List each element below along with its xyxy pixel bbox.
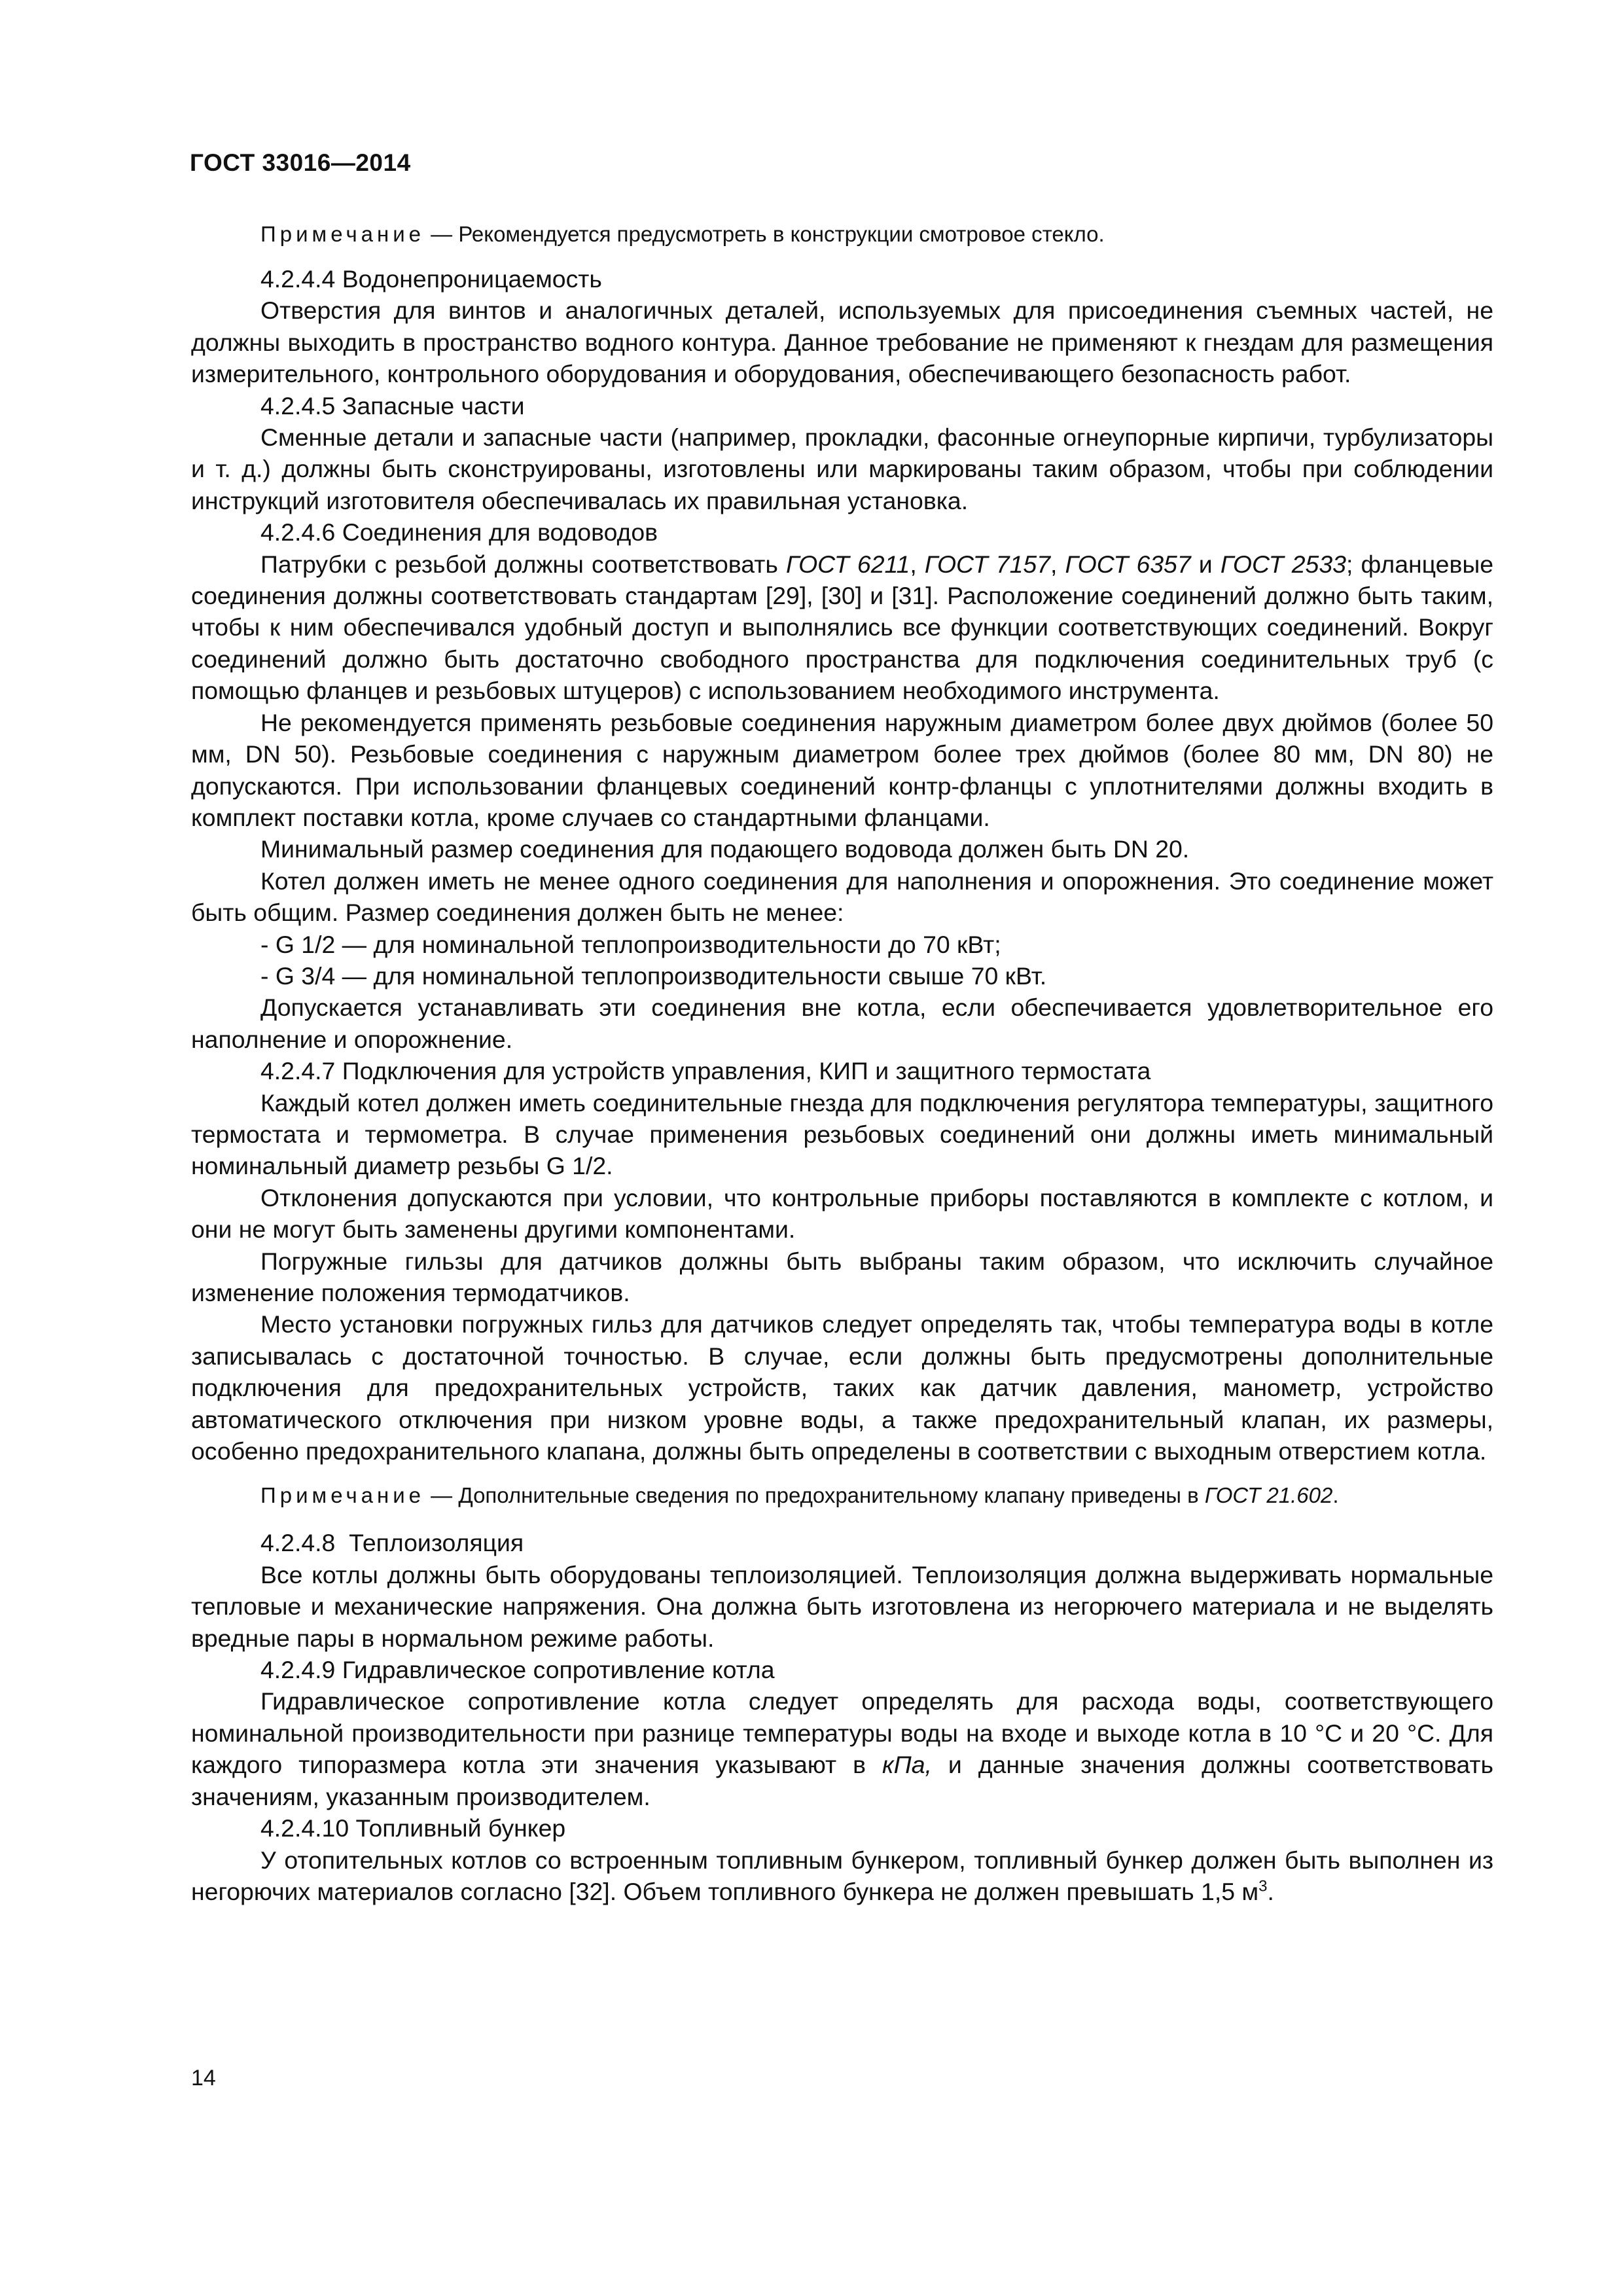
section-heading-4-2-4-4: 4.2.4.4 Водонепроницаемость (260, 265, 602, 293)
document-header: ГОСТ 33016—2014 (190, 149, 411, 176)
standard-reference: ГОСТ 21.602 (1204, 1483, 1333, 1508)
paragraph: Допускается устанавливать эти соединения вне котла, если обеспечивается удовлетворительное его наполнение и опорожнение. (191, 994, 1493, 1053)
paragraph: Каждый котел должен иметь соединительные гнезда для подключения регулятора температуры, защитного термостата и термометра. В случае применения резьбовых соединений они должны иметь минимальный номинальный диаметр резьбы G 1/2. (191, 1088, 1493, 1180)
section-heading-4-2-4-5: 4.2.4.5 Запасные части (260, 391, 525, 420)
note-label: Примечание (260, 1483, 425, 1508)
unit-reference: кПа, (882, 1751, 932, 1779)
section-heading-4-2-4-7: 4.2.4.7 Подключения для устройств управления, КИП и защитного термостата (260, 1057, 1151, 1085)
page-number: 14 (191, 2066, 216, 2090)
standard-reference: ГОСТ 2533 (1220, 550, 1346, 578)
paragraph: Котел должен иметь не менее одного соединения для наполнения и опорожнения. Это соединение может быть общим. Размер соединения должен быть не менее: (191, 867, 1493, 927)
standard-reference: ГОСТ 7157 (924, 550, 1050, 578)
paragraph: Не рекомендуется применять резьбовые соединения наружным диаметром более двух дюймов (более 50 мм, DN 50). Резьбовые соединения с наружным диаметром более трех дюймов (более 80 мм, DN 80) не допускаются. При использовании фланцевых соединений контр-фланцы с уплотнителями должны входить в комплект поставки котла, кроме случаев со стандартными фланцами. (191, 708, 1493, 831)
paragraph: Минимальный размер соединения для подающего водовода должен быть DN 20. (260, 835, 1190, 863)
note-2: Примечание — Дополнительные сведения по предохранительному клапану приведены в ГОСТ 21.602. (260, 1483, 1339, 1508)
section-heading-4-2-4-8: 4.2.4.8 Теплоизоляция (260, 1529, 524, 1557)
superscript: 3 (1258, 1877, 1268, 1895)
list-item: - G 1/2 — для номинальной теплопроизводительности до 70 кВт; (260, 930, 1001, 958)
paragraph: Патрубки с резьбой должны соответствовать ГОСТ 6211, ГОСТ 7157, ГОСТ 6357 и ГОСТ 2533; фланцевые соединения должны соответствовать стандартам [29], [30] и [31]. Расположение соединений должно быть таким, чтобы к ним обеспечивался удобный доступ и выполнялись все функции соответствующих соединений. Вокруг соединений должно быть достаточно свободного пространства для подключения соединительных труб (с помощью фланцев и резьбовых штуцеров) с использованием необходимого инструмента. (191, 550, 1493, 705)
paragraph: Сменные детали и запасные части (например, прокладки, фасонные огнеупорные кирпичи, турбулизаторы и т. д.) должны быть сконструированы, изготовлены или маркированы таким образом, чтобы при соблюдении инструкций изготовителя обеспечивалась их правильная установка. (191, 423, 1493, 514)
standard-reference: ГОСТ 6211 (785, 550, 910, 578)
page-content (191, 216, 1493, 1907)
note-text: Рекомендуется предусмотреть в конструкции смотровое стекло. (458, 222, 1105, 246)
paragraph: У отопительных котлов со встроенным топливным бункером, топливный бункер должен быть выполнен из негорючих материалов согласно [32]. Объем топливного бункера не должен превышать 1,5 $м^3$. (191, 1846, 1493, 1905)
paragraph: Отклонения допускаются при условии, что контрольные приборы поставляются в комплекте с котлом, и они не могут быть заменены другими компонентами. (191, 1183, 1493, 1244)
section-heading-4-2-4-10: 4.2.4.10 Топливный бункер (260, 1814, 566, 1842)
note-label: Примечание (260, 222, 425, 246)
section-heading-4-2-4-9: 4.2.4.9 Гидравлическое сопротивление котла (260, 1656, 775, 1684)
list-item: - G 3/4 — для номинальной теплопроизводительности свыше 70 кВт. (260, 961, 1047, 990)
note-text: Дополнительные сведения по предохранительному клапану приведены в (458, 1483, 1205, 1508)
paragraph: Все котлы должны быть оборудованы теплоизоляцией. Теплоизоляция должна выдерживать нормальные тепловые и механические напряжения. Она должна быть изготовлена из негорючего материала и не выделять вредные пары в нормальном режиме работы. (191, 1560, 1493, 1652)
standard-reference: ГОСТ 6357 (1065, 550, 1191, 578)
section-heading-4-2-4-6: 4.2.4.6 Соединения для водоводов (260, 518, 658, 547)
paragraph: Место установки погружных гильз для датчиков следует определять так, чтобы температура воды в котле записывалась с достаточной точностью. В случае, если должны быть предусмотрены дополнительные подключения для предохранительных устройств, таких как датчик давления, манометр, устройство автоматического отключения при низком уровне воды, а также предохранительный клапан, их размеры, особенно предохранительного клапана, должны быть определены в соответствии с выходным отверстием котла. (191, 1310, 1493, 1465)
note-1: Примечание — Рекомендуется предусмотреть в конструкции смотровое стекло. (260, 222, 1105, 246)
paragraph: Отверстия для винтов и аналогичных деталей, используемых для присоединения съемных частей, не должны выходить в пространство водного контура. Данное требование не применяют к гнездам для размещения измерительного, контрольного оборудования и оборудования, обеспечивающего безопасность работ. (191, 296, 1493, 388)
paragraph: Погружные гильзы для датчиков должны быть выбраны таким образом, что исключить случайное изменение положения термодатчиков. (191, 1247, 1493, 1306)
paragraph: Гидравлическое сопротивление котла следует определять для расхода воды, соответствующего номинальной производительности при разнице температуры воды на входе и выходе котла в 10 °С и 20 °С. Для каждого типоразмера котла эти значения указывают в кПа, и данные значения должны соответствовать значениям, указанным производителем. (191, 1687, 1493, 1810)
